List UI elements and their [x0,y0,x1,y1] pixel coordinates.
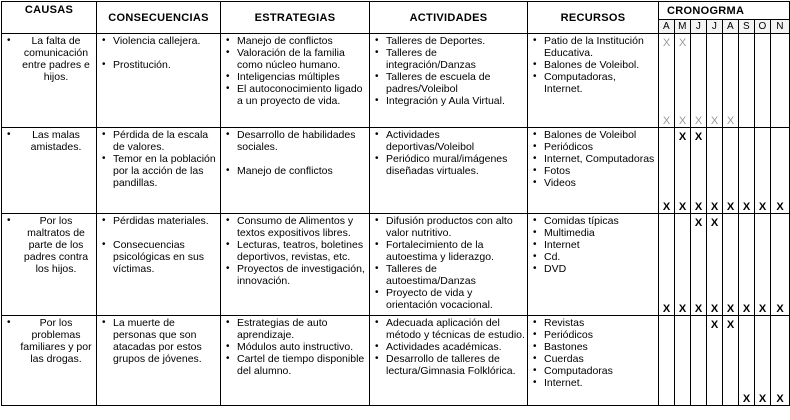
activities-cell [370,34,528,128]
month-header: J [707,20,723,34]
schedule-cell [723,214,739,316]
schedule-mark-bottom: X [694,115,703,127]
list-item: • Inteligencias múltiples [223,71,367,83]
schedule-cell [723,316,739,406]
schedule-cell [739,34,755,128]
schedule-mark-bottom: X [742,393,751,405]
schedule-cell [723,128,739,214]
cause-text: • Por los problemas familiares y por las drogas. [4,317,94,365]
list-item: • DVD [530,263,656,275]
list-item: • Balones de Voleibol. [530,59,656,71]
month-header: O [755,20,771,34]
schedule-cell [755,34,771,128]
schedule-mark-bottom: X [710,201,719,213]
list-item: • Talleres de autoestima/Danzas [372,263,525,287]
resources-cell [528,128,659,214]
consequences-cell [97,214,221,316]
list-item: • Proyecto de vida y orientación vocacional. [372,287,525,311]
list-item: • Videos [530,177,656,189]
schedule-cell [691,316,707,406]
cause-text: • La falta de comunicación entre padres e hijos. [4,35,94,83]
table-row [2,34,790,128]
schedule-cell [739,128,755,214]
list-item: • Patio de la Institución Educativa. [530,35,656,59]
list-item: • Integración y Aula Virtual. [372,95,525,107]
schedule-mark-bottom: X [726,201,735,213]
consequences-cell [97,34,221,128]
schedule-mark-top: X [678,37,687,49]
list-item: • Prostitución. [99,59,218,71]
schedule-mark-top: X [694,131,703,143]
schedule-cell [723,34,739,128]
list-item: • Temor en la población por la acción de las pandillas. [99,153,218,189]
schedule-cell [675,316,691,406]
schedule-mark-bottom: X [678,303,687,315]
list-item: • Manejo de conflictos [223,35,367,47]
list-item: • Consecuencias psicológicas en sus víctimas. [99,239,218,275]
schedule-mark-top: X [678,131,687,143]
schedule-cell [707,34,723,128]
list-item: • Consumo de Alimentos y textos expositivos libres. [223,215,367,239]
list-item: • Estrategias de auto aprendizaje. [223,317,367,341]
schedule-mark-bottom: X [742,201,751,213]
schedule-mark-bottom: X [662,303,671,315]
list-item: • Módulos auto instructivo. [223,341,367,353]
resources-cell [528,34,659,128]
list-item: • Cuerdas [530,353,656,365]
schedule-mark-bottom: X [742,303,751,315]
schedule-mark-bottom: X [776,303,784,315]
schedule-cell [659,316,675,406]
schedule-mark-bottom: X [678,201,687,213]
list-item: • Balones de Voleibol [530,129,656,141]
list-item: • El autoconocimiento ligado a un proyecto de vida. [223,83,367,107]
list-item: • Computadoras, Internet. [530,71,656,95]
list-item: • Talleres de Deportes. [372,35,525,47]
cause-text: • Las malas amistades. [4,129,94,153]
header-causas: CAUSAS [2,2,97,34]
schedule-mark-top: X [662,37,671,49]
list-item: • Periódicos [530,329,656,341]
list-item: • Actividades deportivas/Voleibol [372,129,525,153]
schedule-mark-top: X [710,217,719,229]
schedule-mark-bottom: X [758,201,767,213]
schedule-cell [675,214,691,316]
schedule-cell [659,128,675,214]
list-item: • Periódico mural/imágenes diseñadas virtuales. [372,153,525,177]
schedule-cell [755,214,771,316]
schedule-cell [659,214,675,316]
schedule-cell [691,214,707,316]
list-item: • Valoración de la familia como núcleo humano. [223,47,367,71]
schedule-cell [675,128,691,214]
activities-cell [370,214,528,316]
schedule-cell [771,34,790,128]
schedule-mark-bottom: X [776,393,784,405]
month-header: A [659,20,675,34]
schedule-mark-bottom: X [726,115,735,127]
schedule-mark-bottom: X [776,201,784,213]
list-item: • Internet, Computadoras [530,153,656,165]
consequences-cell [97,128,221,214]
list-item: • Pérdidas materiales. [99,215,218,227]
schedule-cell [691,128,707,214]
list-item: • Internet [530,239,656,251]
schedule-mark-bottom: X [710,115,719,127]
list-item: • Cartel de tiempo disponible del alumno. [223,353,367,377]
table-row [2,316,790,406]
consequences-cell [97,316,221,406]
schedule-cell [771,214,790,316]
header-estrategias: ESTRATEGIAS [221,2,370,34]
list-item: • Pérdida de la escala de valores. [99,129,218,153]
list-item: • Manejo de conflictos [223,165,367,177]
schedule-mark-top: X [710,319,719,331]
list-item: • Fortalecimiento de la autoestima y liderazgo. [372,239,525,263]
schedule-cell [739,316,755,406]
cause-cell [2,316,97,406]
schedule-mark-bottom: X [758,303,767,315]
schedule-cell [691,34,707,128]
schedule-cell [707,214,723,316]
schedule-mark-bottom: X [678,115,687,127]
table-row [2,214,790,316]
schedule-cell [771,316,790,406]
list-item: • Internet. [530,377,656,389]
cause-cell [2,214,97,316]
list-item: • Desarrollo de habilidades sociales. [223,129,367,153]
strategies-cell [221,214,370,316]
schedule-mark-bottom: X [662,115,671,127]
list-item: • Revistas [530,317,656,329]
list-item: • Actividades académicas. [372,341,525,353]
list-item: • Computadoras [530,365,656,377]
schedule-cell [675,34,691,128]
cause-cell [2,128,97,214]
schedule-cell [659,34,675,128]
cause-text: • Por los maltratos de parte de los padres contra los hijos. [4,215,94,275]
strategies-cell [221,316,370,406]
month-header: M [675,20,691,34]
list-item: • Fotos [530,165,656,177]
schedule-mark-bottom: X [694,303,703,315]
list-item: • Violencia callejera. [99,35,218,47]
resources-cell [528,214,659,316]
list-item: • Talleres de escuela de padres/Voleibol [372,71,525,95]
schedule-cell [755,316,771,406]
schedule-mark-bottom: X [662,201,671,213]
schedule-mark-bottom: X [726,303,735,315]
list-item: • La muerte de personas que son atacadas por estos grupos de jóvenes. [99,317,218,365]
list-item: • Cd. [530,251,656,263]
month-header: J [691,20,707,34]
list-item: • Multimedia [530,227,656,239]
schedule-mark-top: X [694,217,703,229]
header-actividades: ACTIVIDADES [370,2,528,34]
planning-table [1,1,790,406]
activities-cell [370,316,528,406]
list-item: • Adecuada aplicación del método y técnicas de estudio. [372,317,525,341]
list-item: • Bastones [530,341,656,353]
list-item: • Desarrollo de talleres de lectura/Gimnasia Folklórica. [372,353,525,377]
schedule-mark-bottom: X [758,393,767,405]
month-header: A [723,20,739,34]
schedule-cell [755,128,771,214]
schedule-cell [707,128,723,214]
list-item: • Proyectos de investigación, innovación. [223,263,367,287]
month-header: N [771,20,790,34]
schedule-mark-bottom: X [694,201,703,213]
cause-cell [2,34,97,128]
table-row [2,128,790,214]
header-cronograma: CRONOGRMA [659,2,790,20]
header-consecuencias: CONSECUENCIAS [97,2,221,34]
list-item: • Talleres de integración/Danzas [372,47,525,71]
month-header: S [739,20,755,34]
resources-cell [528,316,659,406]
activities-cell [370,128,528,214]
schedule-mark-bottom: X [710,303,719,315]
list-item: • Difusión productos con alto valor nutritivo. [372,215,525,239]
list-item: • Lecturas, teatros, boletines deportivos, revistas, etc. [223,239,367,263]
strategies-cell [221,128,370,214]
list-item: • Comidas típicas [530,215,656,227]
header-recursos: RECURSOS [528,2,659,34]
schedule-cell [739,214,755,316]
list-item: • Periódicos [530,141,656,153]
schedule-mark-top: X [726,319,735,331]
schedule-cell [771,128,790,214]
schedule-cell [707,316,723,406]
strategies-cell [221,34,370,128]
